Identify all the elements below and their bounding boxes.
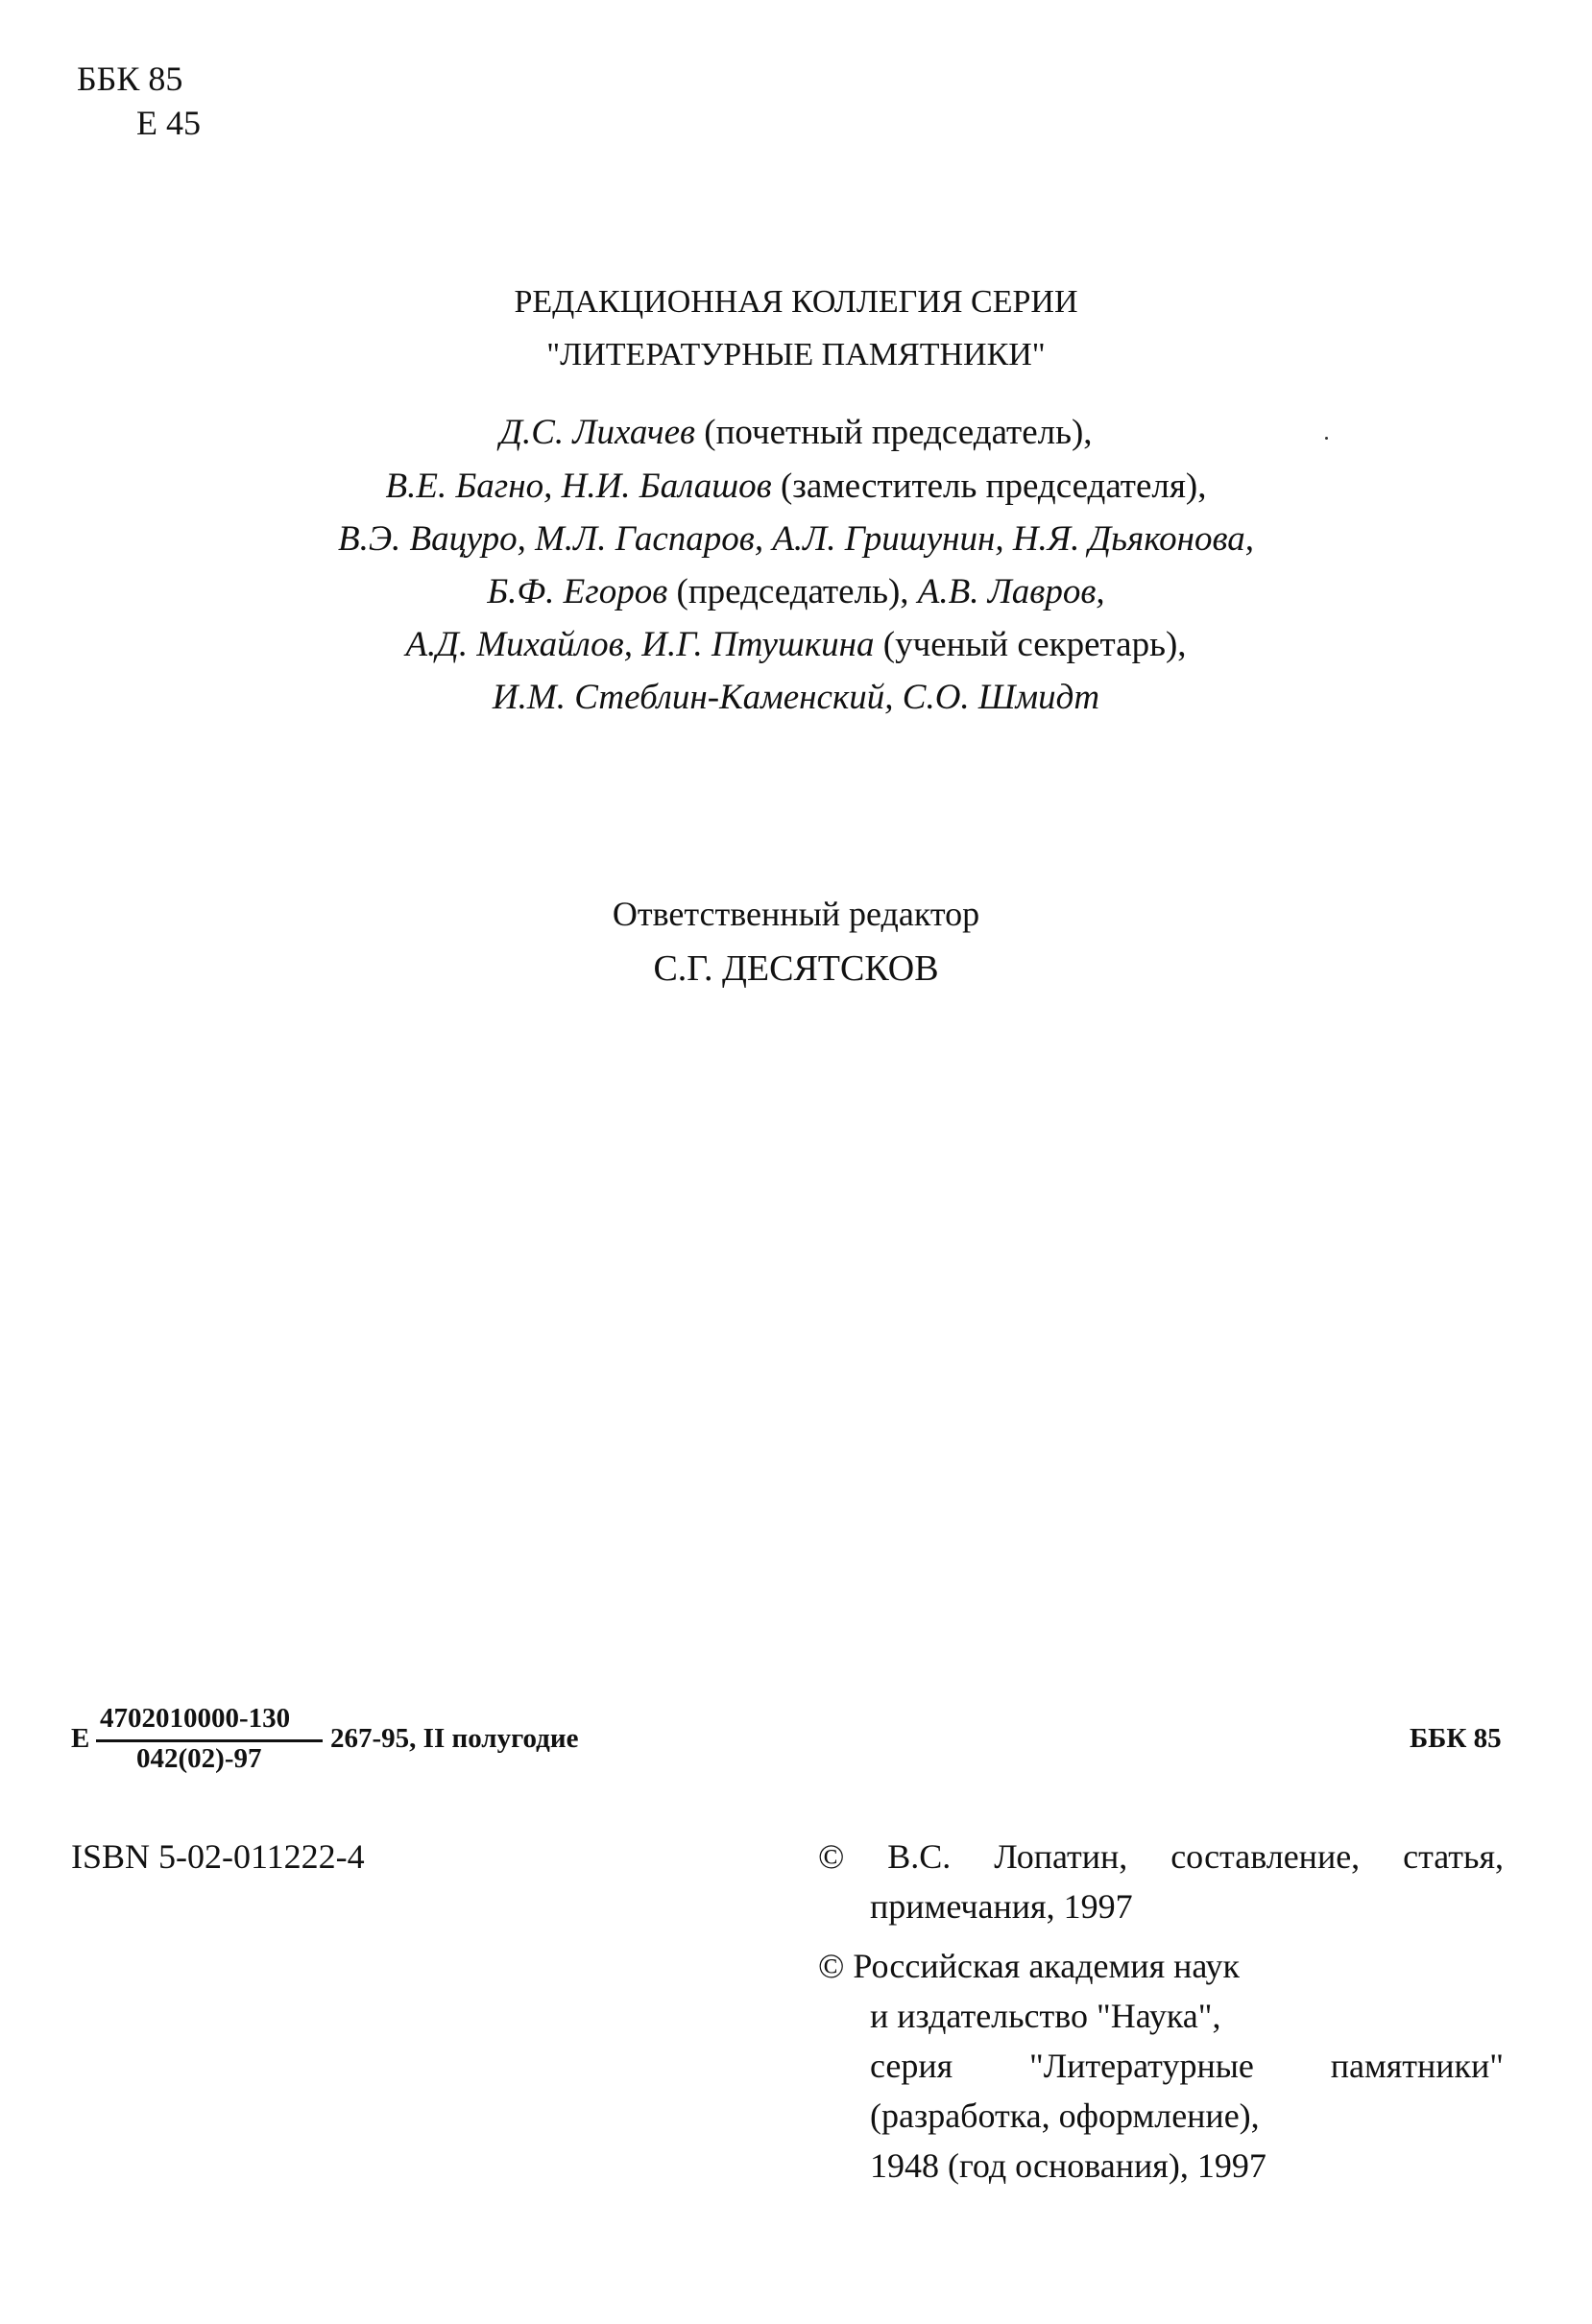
- copyright-publisher-line: 1948 (год основания), 1997: [870, 2146, 1266, 2185]
- board-line: [0, 415, 1592, 450]
- index-numerator: 4702010000-130: [100, 1703, 291, 1734]
- board-name: А.В. Лавров,: [917, 572, 1105, 611]
- fraction-line: [96, 1739, 323, 1742]
- board-line: [0, 680, 1592, 715]
- bbk-code: ББК 85: [77, 60, 183, 98]
- isbn: ISBN 5-02-011222-4: [71, 1837, 365, 1876]
- board-name: В.Е. Багно, Н.И. Балашов: [385, 467, 772, 506]
- board-role: (почетный председатель),: [695, 413, 1093, 452]
- board-name: Д.С. Лихачев: [499, 413, 696, 452]
- board-name: В.Э. Вацуро, М.Л. Гаспаров, А.Л. Гришунин, Н.Я. Дьяконова,: [337, 519, 1255, 559]
- index-denominator: 042(02)-97: [136, 1743, 262, 1774]
- copyright-publisher: © Российская академия наук: [818, 1947, 1241, 1985]
- author-index: Е 45: [136, 104, 201, 142]
- copyright-author-cont: примечания, 1997: [870, 1887, 1133, 1926]
- board-line: [0, 468, 1592, 504]
- board-role: (заместитель председателя),: [771, 467, 1207, 506]
- copyright-publisher-line: (разработка, оформление),: [870, 2096, 1260, 2135]
- series-title: "ЛИТЕРАТУРНЫЕ ПАМЯТНИКИ": [546, 337, 1046, 372]
- board-line: [0, 521, 1592, 557]
- speck: [1325, 437, 1328, 440]
- index-suffix: 267-95, II полугодие: [330, 1723, 579, 1754]
- classification-block: [77, 61, 201, 140]
- copyright-publisher-line: серия "Литературные памятники": [870, 2047, 1504, 2085]
- board-line: [0, 627, 1592, 662]
- board-line: [0, 574, 1592, 610]
- board-name: И.М. Стеблин-Каменский, С.О. Шмидт: [492, 678, 1100, 717]
- responsible-editor-label: Ответственный редактор: [612, 895, 980, 933]
- copyright-publisher-line: и издательство "Наука",: [870, 1997, 1221, 2035]
- board-name: А.Д. Михайлов, И.Г. Птушкина: [405, 625, 875, 664]
- index-bbk: ББК 85: [1410, 1723, 1502, 1754]
- board-role: (председатель),: [667, 572, 918, 611]
- board-role: (ученый секретарь),: [874, 625, 1187, 664]
- responsible-editor-name: С.Г. ДЕСЯТСКОВ: [653, 948, 939, 989]
- editorial-board-title: РЕДАКЦИОННАЯ КОЛЛЕГИЯ СЕРИИ: [514, 284, 1078, 320]
- board-name: Б.Ф. Егоров: [487, 572, 668, 611]
- index-letter: Е: [71, 1723, 90, 1754]
- copyright-author: © В.С. Лопатин, составление, статья,: [818, 1837, 1504, 1876]
